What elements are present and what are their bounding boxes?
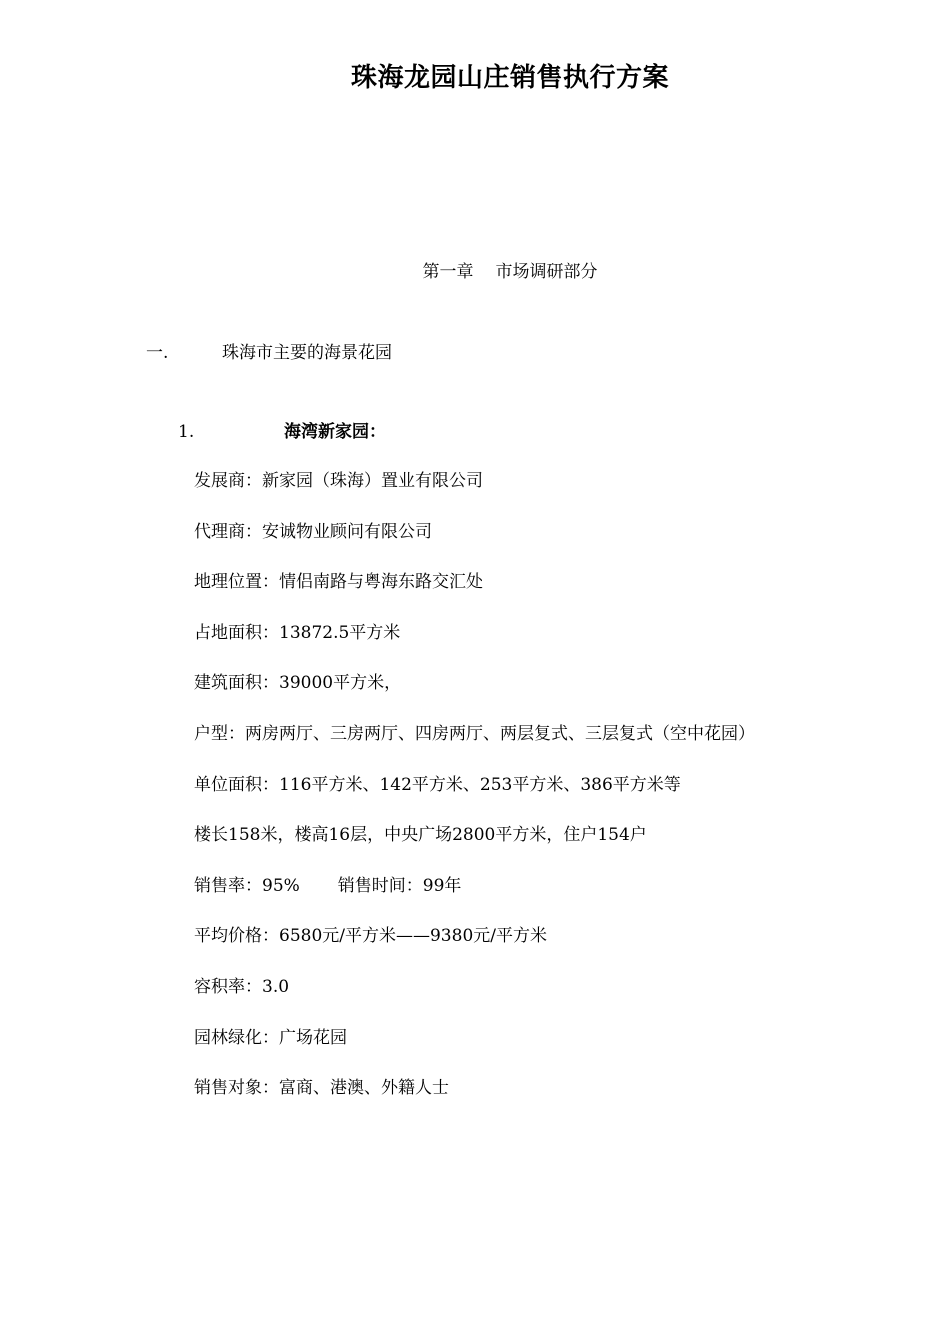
item-number: 1. bbox=[178, 422, 195, 442]
section-number: 一. bbox=[146, 343, 169, 363]
detail-unit-types: 户型：两房两厅、三房两厅、四房两厅、两层复式、三层复式（空中花园） bbox=[194, 723, 755, 744]
detail-agent: 代理商：安诚物业顾问有限公司 bbox=[194, 521, 432, 542]
detail-building-info: 楼长158米，楼高16层，中央广场2800平方米，住户154户 bbox=[194, 825, 647, 846]
detail-location: 地理位置：情侣南路与粤海东路交汇处 bbox=[194, 572, 483, 593]
property-details-list bbox=[194, 468, 755, 1126]
detail-site-area: 占地面积：13872.5平方米 bbox=[194, 622, 401, 643]
detail-plot-ratio: 容积率：3.0 bbox=[194, 976, 290, 997]
section-title: 珠海市主要的海景花园 bbox=[222, 343, 392, 363]
item-heading bbox=[178, 419, 386, 445]
detail-sales-rate: 销售率：95% bbox=[194, 875, 300, 896]
detail-building-area: 建筑面积：39000平方米， bbox=[194, 673, 402, 694]
detail-sales bbox=[194, 873, 755, 924]
detail-target-buyers: 销售对象：富商、港澳、外籍人士 bbox=[194, 1078, 449, 1099]
section-heading bbox=[146, 340, 392, 366]
detail-developer: 发展商：新家园（珠海）置业有限公司 bbox=[194, 471, 483, 491]
detail-sales-time: 销售时间：99年 bbox=[337, 875, 462, 896]
chapter-label: 第一章 bbox=[422, 262, 474, 282]
document-title: 珠海龙园山庄销售执行方案 bbox=[350, 63, 669, 93]
detail-avg-price: 平均价格：6580元/平方米——9380元/平方米 bbox=[194, 926, 547, 947]
item-name: 海湾新家园： bbox=[284, 422, 386, 442]
detail-unit-sizes: 单位面积：116平方米、142平方米、253平方米、386平方米等 bbox=[194, 774, 681, 795]
chapter-heading bbox=[0, 259, 950, 285]
detail-landscape: 园林绿化：广场花园 bbox=[194, 1027, 347, 1048]
chapter-name: 市场调研部分 bbox=[495, 262, 598, 282]
